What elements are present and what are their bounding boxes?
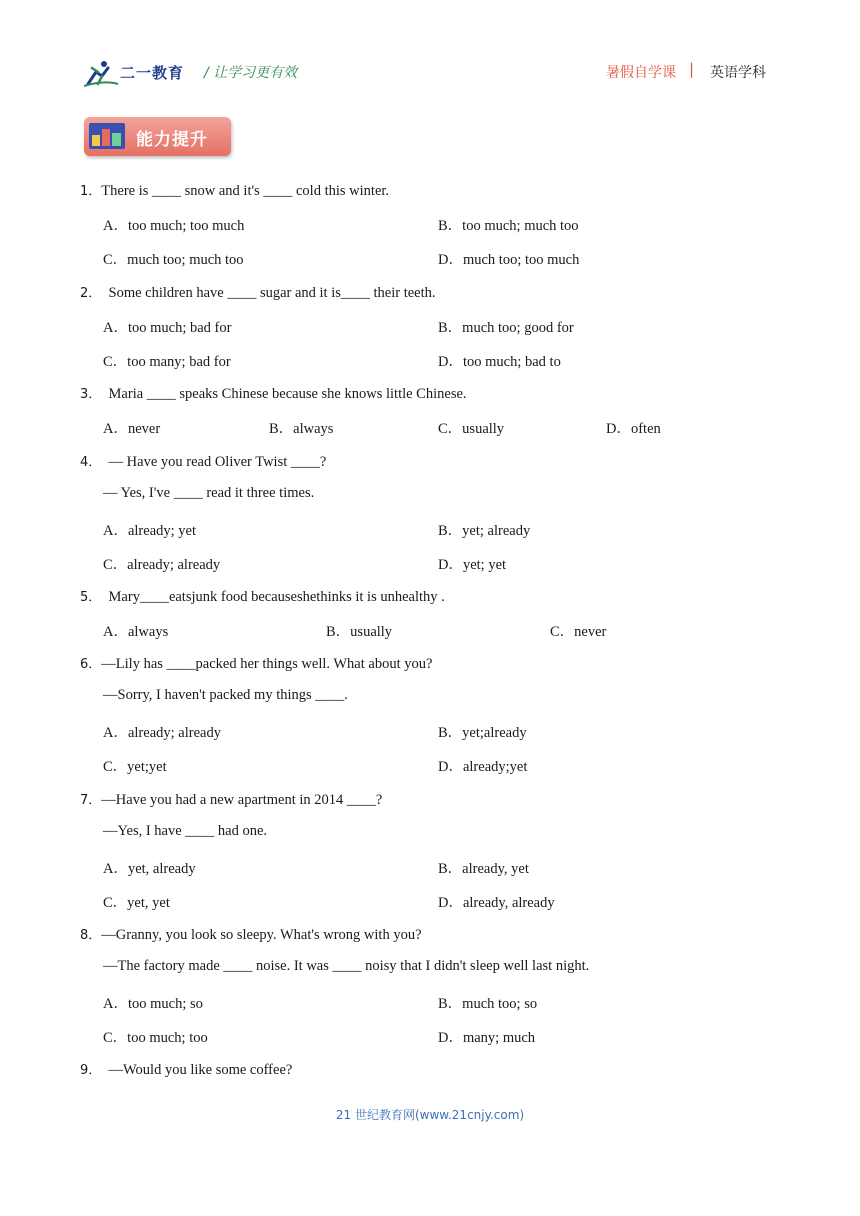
q2-option-a[interactable]: A．too much; bad for	[103, 320, 232, 336]
question-8: 8．—Granny, you look so sleepy. What's wrong with you?	[80, 927, 422, 943]
q5-option-c[interactable]: C．never	[550, 624, 607, 640]
question-4: 4． — Have you read Oliver Twist ____?	[80, 454, 327, 470]
section-title: 能力提升	[136, 130, 208, 150]
q1-option-d[interactable]: D．much too; too much	[438, 252, 580, 268]
header-separator: |	[688, 60, 694, 78]
question-6: 6．—Lily has ____packed her things well. What about you?	[80, 656, 433, 672]
q4-option-b[interactable]: B．yet; already	[438, 523, 531, 539]
question-2: 2． Some children have ____ sugar and it is____ their teeth.	[80, 285, 436, 301]
question-3: 3． Maria ____ speaks Chinese because she knows little Chinese.	[80, 386, 467, 402]
q8-response: —The factory made ____ noise. It was ____ noisy that I didn't sleep well last night.	[103, 958, 590, 974]
page-footer[interactable]: 21 世纪教育网(www.21cnjy.com)	[335, 1108, 525, 1122]
page-header	[84, 56, 766, 88]
q8-option-b[interactable]: B．much too; so	[438, 996, 538, 1012]
q5-option-a[interactable]: A．always	[103, 624, 169, 640]
q7-option-b[interactable]: B．already, yet	[438, 861, 529, 877]
section-badge	[84, 117, 231, 156]
q4-response: — Yes, I've ____ read it three times.	[103, 485, 315, 501]
q8-option-d[interactable]: D．many; much	[438, 1030, 536, 1046]
course-label: 暑假自学课	[606, 65, 676, 81]
q8-option-a[interactable]: A．too much; so	[103, 996, 203, 1012]
q7-response: —Yes, I have ____ had one.	[103, 823, 268, 839]
q4-option-a[interactable]: A．already; yet	[103, 523, 197, 539]
question-7: 7．—Have you had a new apartment in 2014 ____?	[80, 792, 383, 808]
q3-option-c[interactable]: C．usually	[438, 421, 505, 437]
q2-option-d[interactable]: D．too much; bad to	[438, 354, 561, 370]
logo-text: 二一教育	[120, 64, 185, 82]
q3-option-a[interactable]: A．never	[103, 421, 161, 437]
q8-option-c[interactable]: C．too much; too	[103, 1030, 208, 1046]
q2-option-c[interactable]: C．too many; bad for	[103, 354, 231, 370]
blocks-icon	[89, 123, 125, 149]
q1-option-c[interactable]: C．much too; much too	[103, 252, 244, 268]
q1-option-a[interactable]: A．too much; too much	[103, 218, 245, 234]
q4-option-c[interactable]: C．already; already	[103, 557, 221, 573]
q3-option-d[interactable]: D．often	[606, 421, 661, 437]
q6-option-b[interactable]: B．yet;already	[438, 725, 527, 741]
q1-option-b[interactable]: B．too much; much too	[438, 218, 579, 234]
subject-label: 英语学科	[710, 65, 766, 81]
q7-option-d[interactable]: D．already, already	[438, 895, 555, 911]
question-5: 5． Mary____eatsjunk food becauseshethinks it is unhealthy .	[80, 589, 445, 605]
q6-option-d[interactable]: D．already;yet	[438, 759, 528, 775]
question-1: 1．There is ____ snow and it's ____ cold this winter.	[80, 183, 390, 199]
slogan: / 让学习更有效	[204, 65, 298, 81]
q7-option-c[interactable]: C．yet, yet	[103, 895, 170, 911]
q6-option-c[interactable]: C．yet;yet	[103, 759, 167, 775]
q6-option-a[interactable]: A．already; already	[103, 725, 221, 741]
q3-option-b[interactable]: B．always	[269, 421, 334, 437]
question-9: 9． —Would you like some coffee?	[80, 1062, 293, 1078]
q5-option-b[interactable]: B．usually	[326, 624, 393, 640]
q6-response: —Sorry, I haven't packed my things ____.	[103, 687, 348, 703]
q2-option-b[interactable]: B．much too; good for	[438, 320, 574, 336]
q4-option-d[interactable]: D．yet; yet	[438, 557, 507, 573]
q7-option-a[interactable]: A．yet, already	[103, 861, 196, 877]
